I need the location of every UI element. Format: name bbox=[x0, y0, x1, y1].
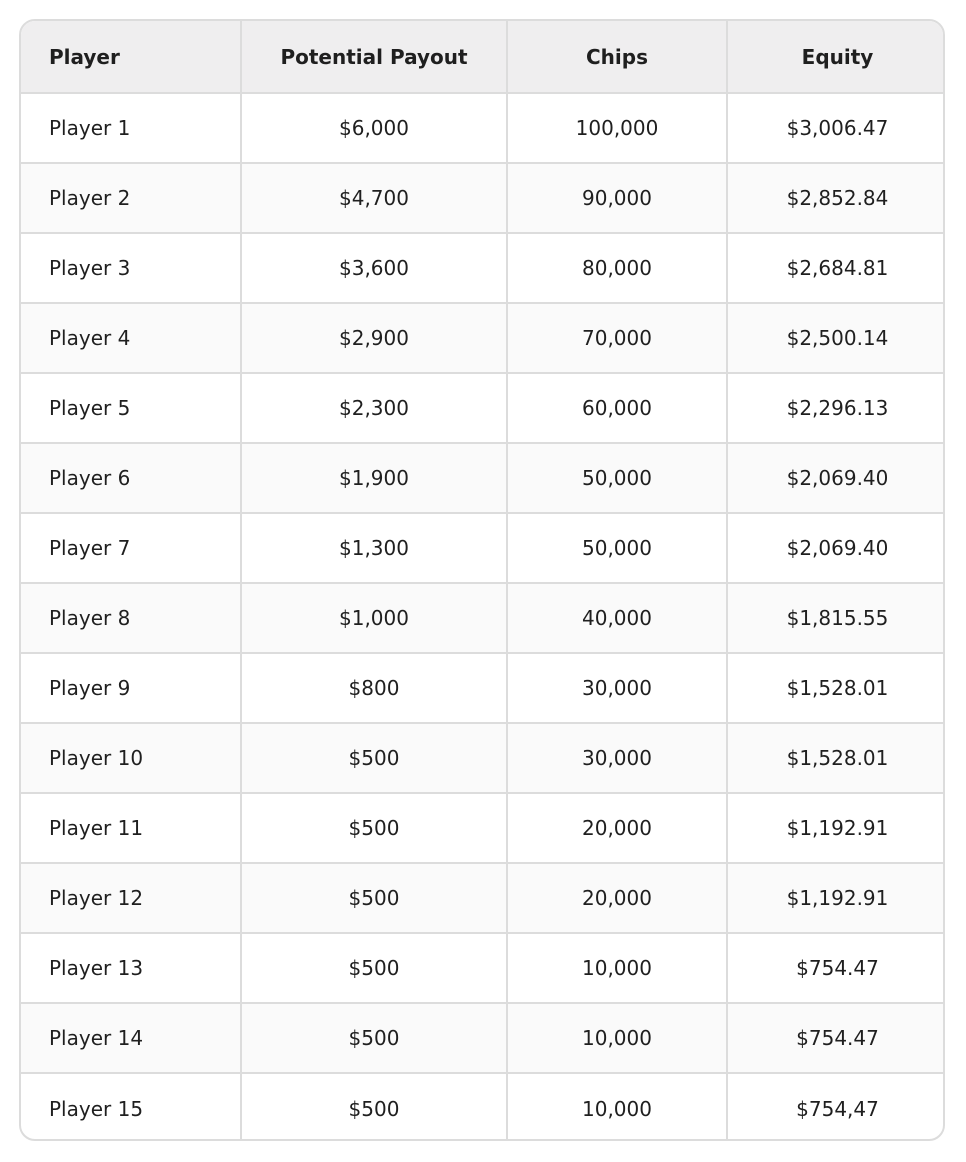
table-row bbox=[21, 1003, 945, 1073]
header-equity: Equity bbox=[727, 21, 945, 93]
cell-chips: 30,000 bbox=[507, 653, 727, 723]
table-row bbox=[21, 513, 945, 583]
cell-potential-payout: $500 bbox=[241, 1073, 507, 1141]
cell-equity: $3,006.47 bbox=[727, 93, 945, 163]
cell-chips: 100,000 bbox=[507, 93, 727, 163]
cell-player: Player 14 bbox=[21, 1003, 241, 1073]
cell-player: Player 6 bbox=[21, 443, 241, 513]
table-body bbox=[21, 93, 945, 1141]
cell-player: Player 8 bbox=[21, 583, 241, 653]
cell-chips: 10,000 bbox=[507, 1003, 727, 1073]
cell-player: Player 15 bbox=[21, 1073, 241, 1141]
cell-potential-payout: $500 bbox=[241, 1003, 507, 1073]
cell-equity: $1,528.01 bbox=[727, 723, 945, 793]
header-potential-payout: Potential Payout bbox=[241, 21, 507, 93]
cell-potential-payout: $3,600 bbox=[241, 233, 507, 303]
cell-equity: $1,192.91 bbox=[727, 793, 945, 863]
cell-player: Player 1 bbox=[21, 93, 241, 163]
cell-player: Player 3 bbox=[21, 233, 241, 303]
table-row bbox=[21, 723, 945, 793]
table-row bbox=[21, 93, 945, 163]
cell-equity: $2,069.40 bbox=[727, 443, 945, 513]
cell-equity: $754.47 bbox=[727, 1003, 945, 1073]
cell-player: Player 12 bbox=[21, 863, 241, 933]
cell-equity: $754,47 bbox=[796, 1096, 879, 1121]
cell-potential-payout: $500 bbox=[241, 933, 507, 1003]
cell-potential-payout: $4,700 bbox=[241, 163, 507, 233]
cell-chips: 60,000 bbox=[507, 373, 727, 443]
table-row bbox=[21, 863, 945, 933]
cell-player: Player 7 bbox=[21, 513, 241, 583]
equity-table-container bbox=[19, 19, 945, 1141]
cell-potential-payout: $1,900 bbox=[241, 443, 507, 513]
cell-equity: $2,852.84 bbox=[727, 163, 945, 233]
cell-chips: 40,000 bbox=[507, 583, 727, 653]
cell-potential-payout: $2,300 bbox=[241, 373, 507, 443]
cell-chips: 90,000 bbox=[507, 163, 727, 233]
table-row bbox=[21, 373, 945, 443]
cell-potential-payout: $6,000 bbox=[241, 93, 507, 163]
cell-player: Player 5 bbox=[21, 373, 241, 443]
table-header bbox=[21, 21, 945, 93]
cell-chips: 10,000 bbox=[507, 1073, 727, 1141]
cell-potential-payout: $500 bbox=[241, 863, 507, 933]
table-row bbox=[21, 163, 945, 233]
cell-chips: 70,000 bbox=[507, 303, 727, 373]
cell-equity: $1,528.01 bbox=[727, 653, 945, 723]
cell-equity: $1,192.91 bbox=[727, 863, 945, 933]
cell-chips: 20,000 bbox=[507, 863, 727, 933]
cell-chips: 80,000 bbox=[507, 233, 727, 303]
cell-player: Player 2 bbox=[21, 163, 241, 233]
cell-chips: 10,000 bbox=[507, 933, 727, 1003]
cell-equity: $2,069.40 bbox=[727, 513, 945, 583]
cell-player: Player 9 bbox=[21, 653, 241, 723]
table-row bbox=[21, 933, 945, 1003]
header-chips: Chips bbox=[507, 21, 727, 93]
header-row bbox=[21, 21, 945, 93]
cell-equity: $2,296.13 bbox=[727, 373, 945, 443]
cell-player: Player 13 bbox=[21, 933, 241, 1003]
table-row bbox=[21, 233, 945, 303]
table-row bbox=[21, 1073, 945, 1141]
cell-potential-payout: $1,000 bbox=[241, 583, 507, 653]
equity-table bbox=[21, 21, 945, 1141]
cell-equity: $754.47 bbox=[727, 933, 945, 1003]
cell-chips: 20,000 bbox=[507, 793, 727, 863]
cell-equity: $2,684.81 bbox=[727, 233, 945, 303]
cell-potential-payout: $500 bbox=[241, 723, 507, 793]
cell-potential-payout: $1,300 bbox=[241, 513, 507, 583]
cell-potential-payout: $500 bbox=[241, 793, 507, 863]
cell-chips: 50,000 bbox=[507, 513, 727, 583]
table-row bbox=[21, 793, 945, 863]
cell-chips: 50,000 bbox=[507, 443, 727, 513]
cell-player: Player 4 bbox=[21, 303, 241, 373]
cell-equity: $2,500.14 bbox=[727, 303, 945, 373]
cell-player: Player 11 bbox=[21, 793, 241, 863]
table-row bbox=[21, 303, 945, 373]
cell-potential-payout: $2,900 bbox=[241, 303, 507, 373]
table-row bbox=[21, 653, 945, 723]
cell-equity: $1,815.55 bbox=[727, 583, 945, 653]
cell-potential-payout: $800 bbox=[241, 653, 507, 723]
table-row bbox=[21, 583, 945, 653]
table-row bbox=[21, 443, 945, 513]
header-player: Player bbox=[21, 21, 241, 93]
cell-player: Player 10 bbox=[21, 723, 241, 793]
cell-chips: 30,000 bbox=[507, 723, 727, 793]
